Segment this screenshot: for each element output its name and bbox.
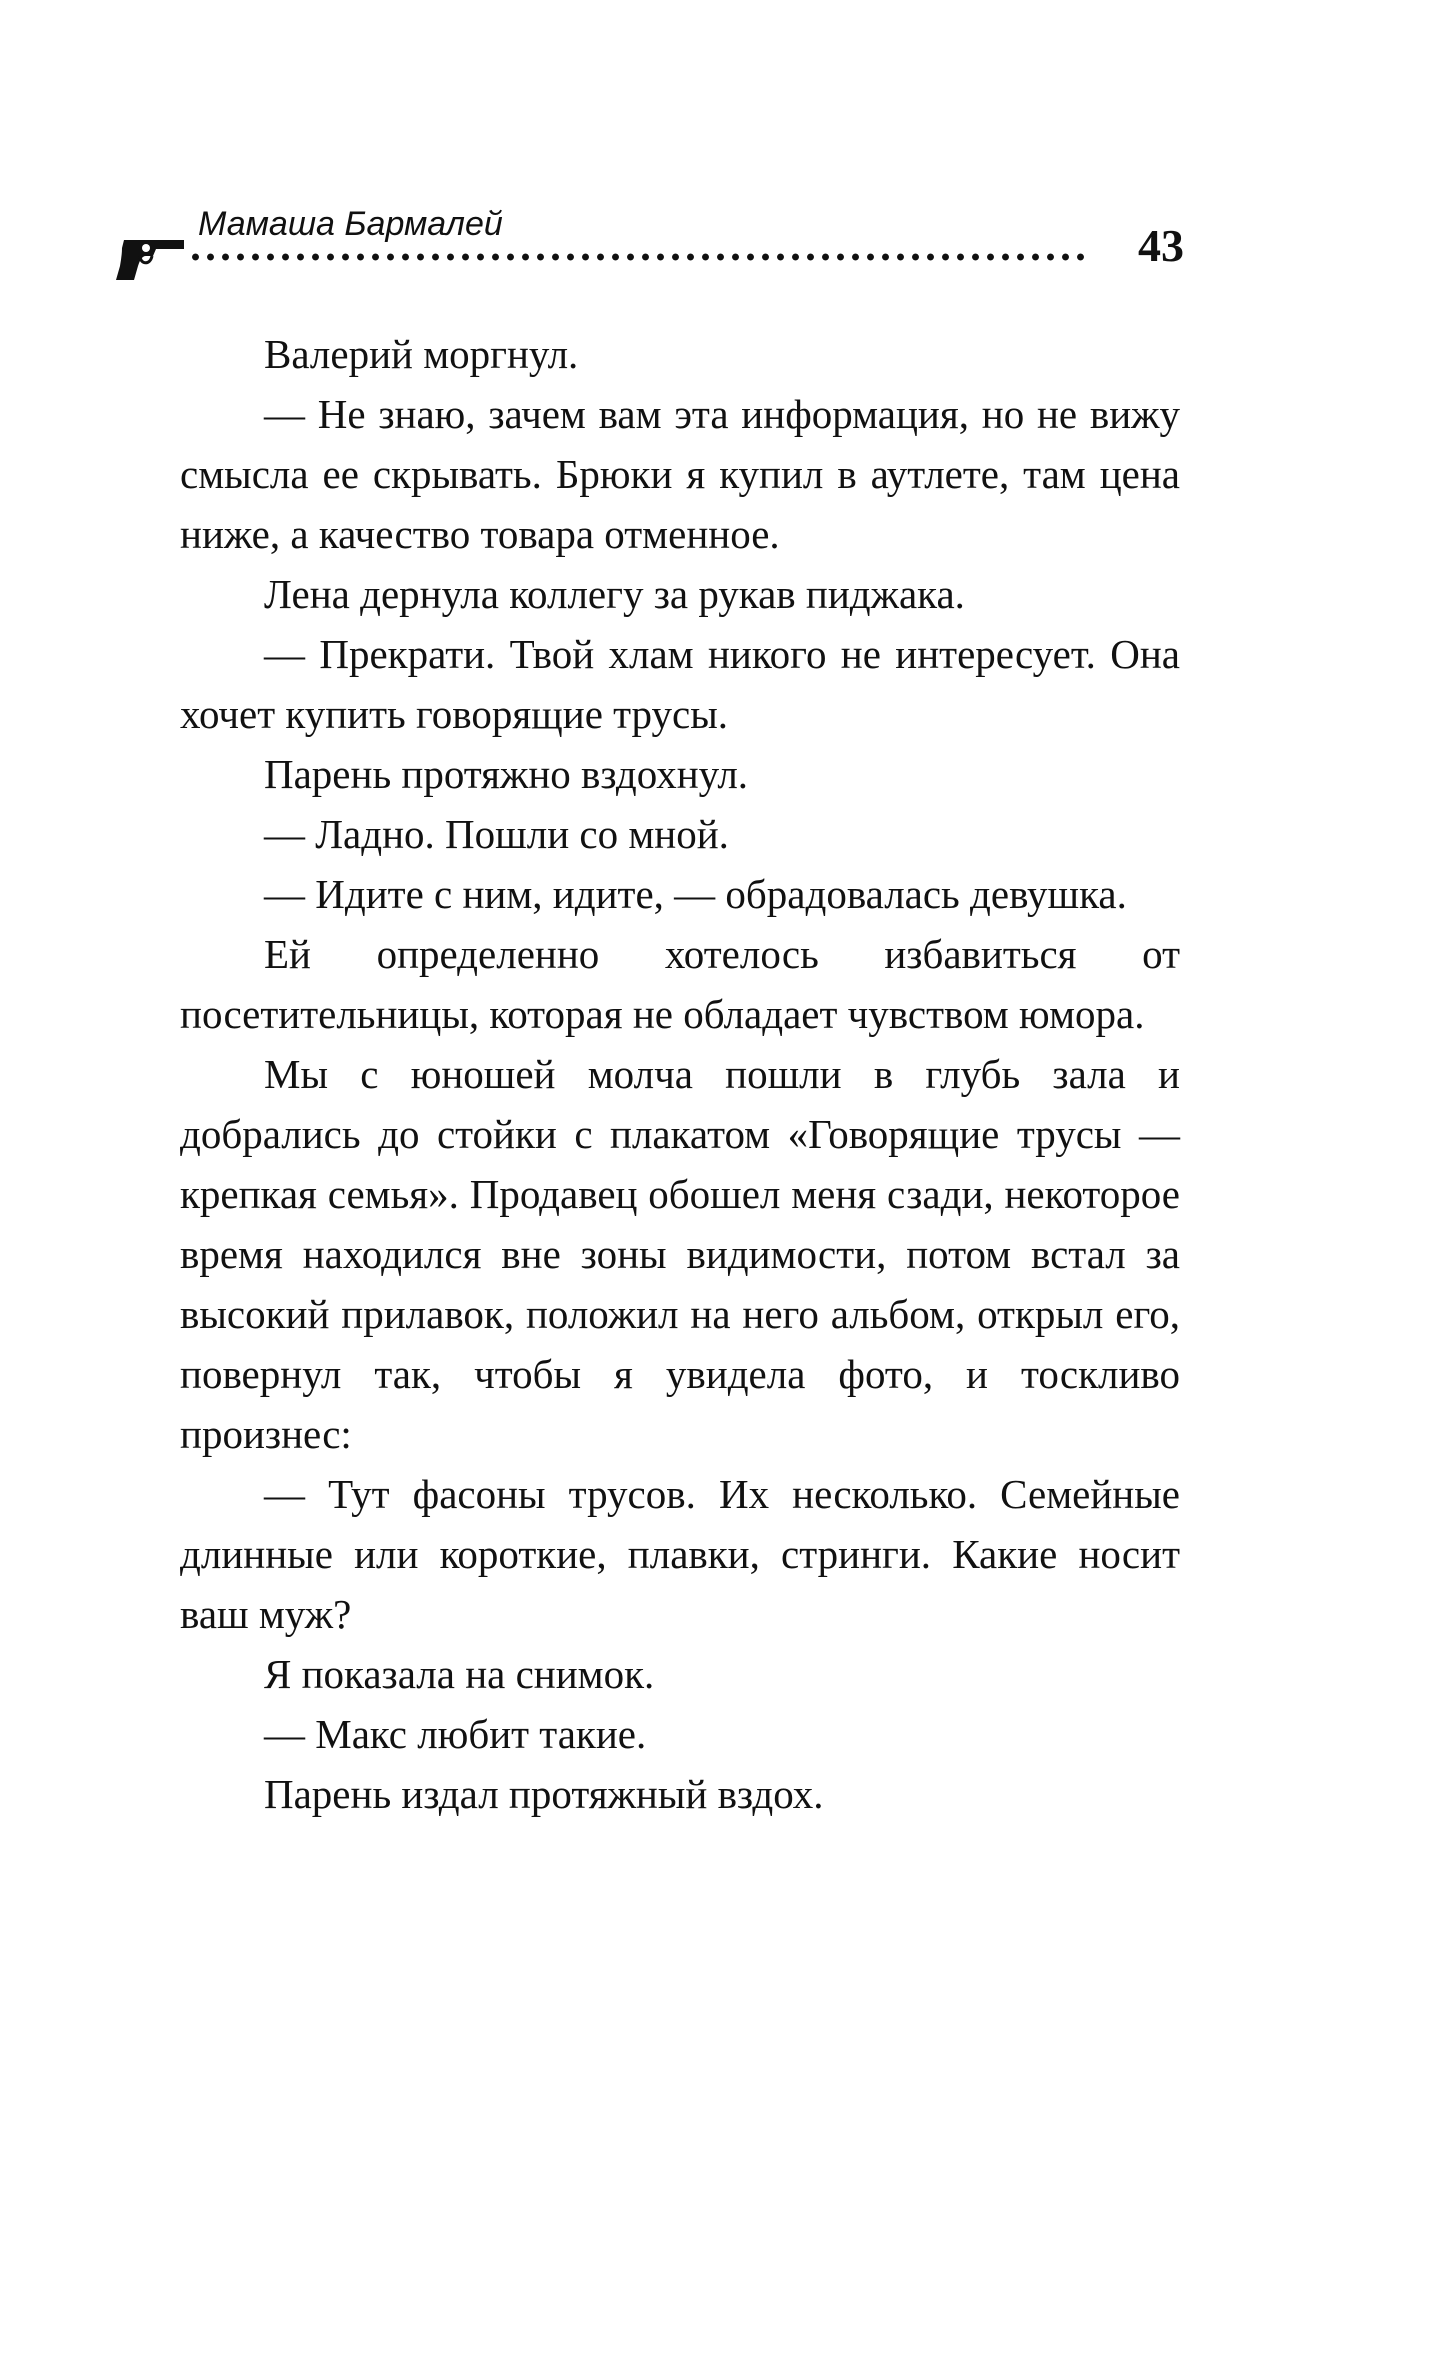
paragraph: Парень протяжно вздохнул. [264, 751, 749, 797]
paragraph: — Макс любит такие. [264, 1711, 647, 1757]
paragraph: — Тут фасоны трусов. Их несколько. Семейные длинные или короткие, плавки, стринги. Какие носит ваш муж? [180, 1471, 1180, 1637]
header-dotted-rule [188, 252, 1088, 262]
paragraph: Валерий моргнул. [264, 331, 579, 377]
paragraph: Я показала на снимок. [264, 1651, 655, 1697]
paragraph: Мы с юношей молча пошли в глубь зала и добрались до стойки с плакатом «Говорящие трусы — крепкая семья». Продавец обошел меня сзади, некоторое время находился вне зоны видимости, потом встал за высокий прилавок, положил на него альбом, открыл его, повернул так, чтобы я увидела фото, и тоскливо произнес: [180, 1051, 1180, 1457]
paragraph: Ей определенно хотелось избавиться от посетительницы, которая не обладает чувством юмора. [180, 931, 1180, 1037]
paragraph: — Прекрати. Твой хлам никого не интересует. Она хочет купить говорящие трусы. [180, 631, 1180, 737]
body-text [180, 324, 1180, 1824]
paragraph: Парень издал протяжный вздох. [264, 1771, 824, 1817]
paragraph: — Идите с ним, идите, — обрадовалась девушка. [264, 871, 1127, 917]
page-number: 43 [1138, 220, 1184, 271]
running-title: Мамаша Бармалей [198, 205, 503, 243]
page-header [112, 196, 1184, 306]
paragraph: Лена дернула коллегу за рукав пиджака. [264, 571, 965, 617]
paragraph: — Не знаю, зачем вам эта информация, но не вижу смысла ее скрывать. Брюки я купил в аутлете, там цена ниже, а качество товара отменное. [180, 391, 1180, 557]
paragraph: — Ладно. Пошли со мной. [264, 811, 729, 857]
revolver-icon [112, 234, 192, 284]
